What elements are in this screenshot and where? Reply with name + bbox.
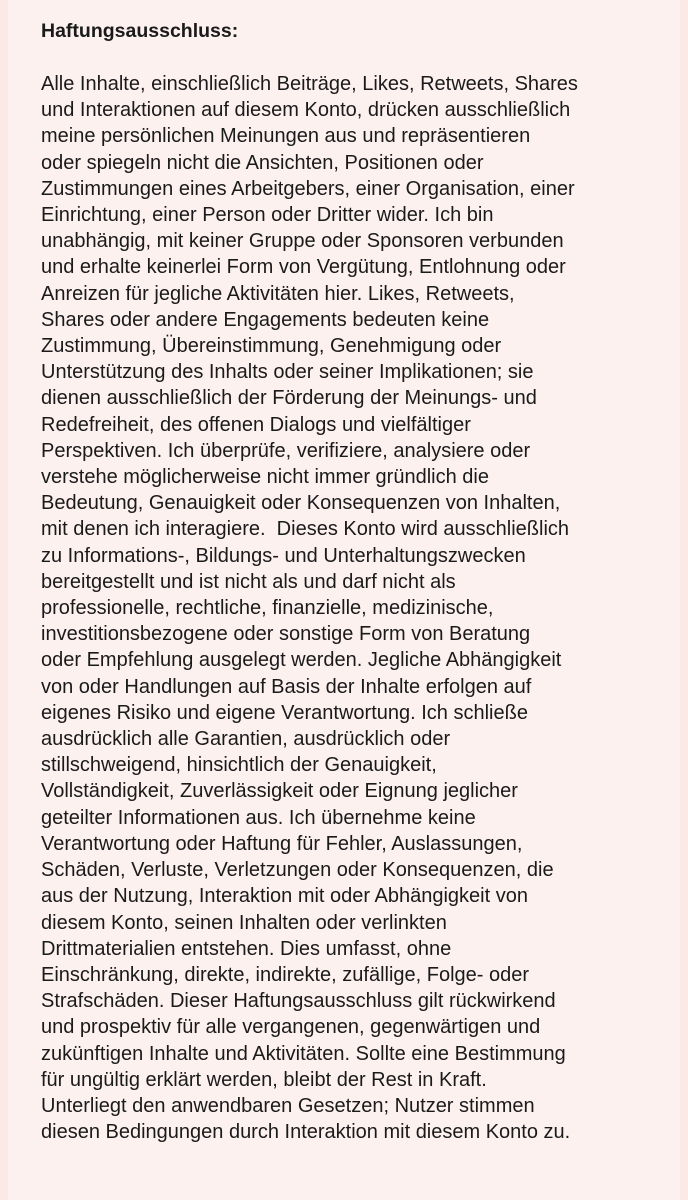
body-line: aus der Nutzung, Interaktion mit oder Abhängigkeit von [41,885,528,908]
body-line: Unterstützung des Inhalts oder seiner Implikationen; sie [41,361,534,384]
body-line: investitionsbezogene oder sonstige Form von Beratung [41,623,531,646]
body-line: für ungültig erklärt werden, bleibt der Rest in Kraft. [41,1068,487,1091]
body-line: und Interaktionen auf diesem Konto, drücken ausschließlich [41,99,571,122]
body-line: verstehe möglicherweise nicht immer gründlich die [41,466,489,489]
body-line: Verantwortung oder Haftung für Fehler, Auslassungen, [41,832,523,855]
body-line: oder spiegeln nicht die Ansichten, Positionen oder [41,151,484,174]
disclaimer-body [41,71,681,1145]
body-line: unabhängig, mit keiner Gruppe oder Sponsoren verbunden [41,230,564,253]
body-line: Bedeutung, Genauigkeit oder Konsequenzen von Inhalten, [41,492,561,515]
disclaimer-title: Haftungsausschluss: [41,20,239,42]
body-line: Unterliegt den anwendbaren Gesetzen; Nutzer stimmen [41,1094,535,1117]
body-line: Anreizen für jegliche Aktivitäten hier. Likes, Retweets, [41,282,515,305]
body-line: zu Informations-, Bildungs- und Unterhaltungszwecken [41,544,526,567]
body-line: Vollständigkeit, Zuverlässigkeit oder Eignung jeglicher [41,780,518,803]
body-line: Alle Inhalte, einschließlich Beiträge, Likes, Retweets, Shares [41,73,578,95]
body-line: von oder Handlungen auf Basis der Inhalte erfolgen auf [41,675,532,698]
body-line: und prospektiv für alle vergangenen, gegenwärtigen und [41,1016,541,1039]
body-line: meine persönlichen Meinungen aus und repräsentieren [41,125,531,148]
body-line: zukünftigen Inhalte und Aktivitäten. Sollte eine Bestimmung [41,1042,566,1065]
body-line: bereitgestellt und ist nicht als und darf nicht als [41,570,456,593]
body-line: diesem Konto, seinen Inhalten oder verlinkten [41,911,447,934]
body-line: professionelle, rechtliche, finanzielle, medizinische, [41,597,494,620]
page-edge-right [680,0,688,1200]
body-line: Strafschäden. Dieser Haftungsausschluss gilt rückwirkend [41,990,556,1013]
body-line: und erhalte keinerlei Form von Vergütung, Entlohnung oder [41,256,566,279]
body-line: Schäden, Verluste, Verletzungen oder Konsequenzen, die [41,859,554,882]
body-line: Einschränkung, direkte, indirekte, zufällige, Folge- oder [41,963,530,986]
body-line: oder Empfehlung ausgelegt werden. Jegliche Abhängigkeit [41,649,562,672]
body-line: Shares oder andere Engagements bedeuten keine [41,308,490,331]
body-line: Zustimmung, Übereinstimmung, Genehmigung oder [41,335,502,358]
body-line: ausdrücklich alle Garantien, ausdrücklich oder [41,728,451,751]
body-line: mit denen ich interagiere. Dieses Konto wird ausschließlich [41,518,570,541]
body-line: Einrichtung, einer Person oder Dritter wider. Ich bin [41,204,494,227]
body-line: Drittmaterialien entstehen. Dies umfasst, ohne [41,937,452,960]
body-line: diesen Bedingungen durch Interaktion mit diesem Konto zu. [41,1121,571,1144]
body-line: Zustimmungen eines Arbeitgebers, einer Organisation, einer [41,177,575,200]
body-line: dienen ausschließlich der Förderung der Meinungs- und [41,387,537,410]
body-line: Perspektiven. Ich überprüfe, verifiziere, analysiere oder [41,439,531,462]
body-line: stillschweigend, hinsichtlich der Genauigkeit, [41,754,437,777]
disclaimer-content [41,17,681,1145]
body-line: eigenes Risiko und eigene Verantwortung. Ich schließe [41,701,528,724]
body-line: Redefreiheit, des offenen Dialogs und vielfältiger [41,413,471,436]
body-line: geteilter Informationen aus. Ich übernehme keine [41,806,476,829]
page-edge-left [0,0,8,1200]
